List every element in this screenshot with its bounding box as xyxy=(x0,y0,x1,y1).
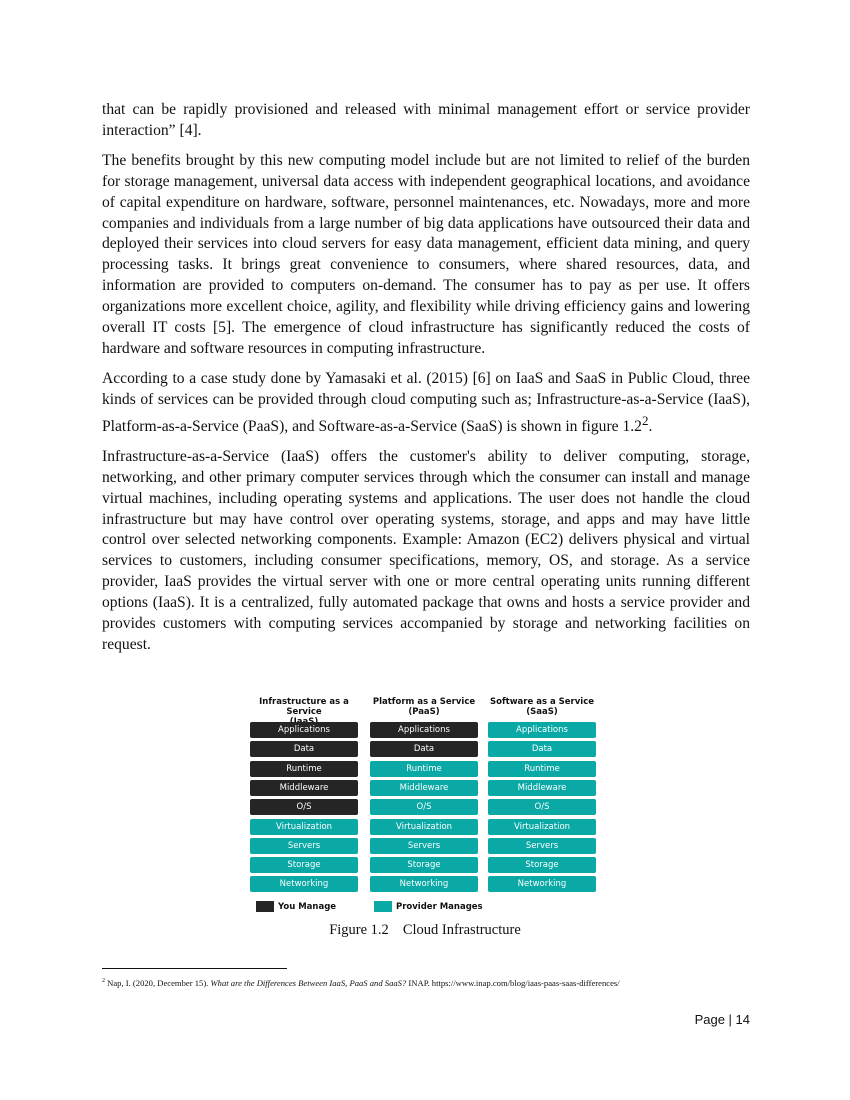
footnote-mark: 2 xyxy=(102,978,105,985)
layer-runtime: Runtime xyxy=(370,761,478,777)
layer-storage: Storage xyxy=(370,857,478,873)
footnote xyxy=(102,978,750,988)
layer-o-s: O/S xyxy=(250,799,358,815)
figure-caption xyxy=(0,922,850,939)
paragraph-2: The benefits brought by this new computing model include but are not limited to relief of the burden for storage management, universal data access with independent geographical locations, and avoidance of capital expenditure on hardware, software, personnel maintenances, etc. Nowadays, more and more companies and individuals from a large number of big data applications have outsourced their data and deployed their services into cloud servers for easy data management, efficient data mining, and query processing tasks. It brings great convenience to consumers, where shared resources, data, and information are provided to computers on-demand. The consumer has to pay as per use. It offers organizations more excellent choice, agility, and flexibility while driving efficiency gains and lowering overall IT costs [5]. The emergence of cloud infrastructure has significantly reduced the costs of hardware and software resources in computing infrastructure. xyxy=(102,151,750,357)
saas-header xyxy=(488,697,596,719)
legend-provider-label: Provider Manages xyxy=(396,902,483,912)
layer-runtime: Runtime xyxy=(488,761,596,777)
iaas-column xyxy=(250,697,358,890)
layer-virtualization: Virtualization xyxy=(488,819,596,835)
footnote-ref[interactable]: 2 xyxy=(641,412,649,428)
legend-provider-manages xyxy=(374,901,483,912)
saas-subtitle: (SaaS) xyxy=(526,707,558,717)
body-text xyxy=(102,100,750,665)
layer-middleware: Middleware xyxy=(250,780,358,796)
layer-data: Data xyxy=(370,741,478,757)
paas-title: Platform as a Service xyxy=(372,697,476,707)
layer-runtime: Runtime xyxy=(250,761,358,777)
layer-servers: Servers xyxy=(250,838,358,854)
paragraph-3-text: According to a case study done by Yamasaki et al. (2015) [6] on IaaS and SaaS in Public Cloud, three kinds of services can be provided through cloud computing such as; Infrastructure-as-a-Service (IaaS), Platform-as-a-Service (PaaS), and Software-as-a-Service (SaaS) is shown in figure 1.2 xyxy=(102,369,750,435)
legend-you-manage xyxy=(256,901,336,912)
layer-middleware: Middleware xyxy=(488,780,596,796)
paas-subtitle: (PaaS) xyxy=(408,707,440,717)
layer-o-s: O/S xyxy=(488,799,596,815)
legend-you-label: You Manage xyxy=(278,902,337,912)
iaas-title: Infrastructure as a Service xyxy=(259,697,349,717)
paragraph-4: Infrastructure-as-a-Service (IaaS) offers the customer's ability to deliver computing, storage, networking, and other primary computer services through which the consumer can install and manage virtual machines, including operating systems and applications. The user does not handle the cloud infrastructure but may have control over operating systems, storage, and apps and may have little control over selected networking components. Example: Amazon (EC2) delivers physical and virtual services to customers, including consumer specifications, memory, OS, and storage. As a service provider, IaaS provides the virtual server with one or more central operating units running different options (IaaS). It is a centralized, fully automated package that owns and hosts a service provider and provides customers with computing services accompanied by storage and networking facilities on request. xyxy=(102,447,750,653)
footnote-title: What are the Differences Between IaaS, PaaS and SaaS? xyxy=(210,978,407,988)
legend-you-swatch xyxy=(256,901,274,912)
paragraph-3-end: . xyxy=(648,417,653,435)
footnote-rule xyxy=(102,968,287,969)
page-number: Page | 14 xyxy=(694,1012,750,1027)
iaas-header xyxy=(250,697,358,719)
layer-middleware: Middleware xyxy=(370,780,478,796)
paas-header xyxy=(370,697,478,719)
layer-servers: Servers xyxy=(370,838,478,854)
saas-column xyxy=(488,697,596,890)
layer-virtualization: Virtualization xyxy=(370,819,478,835)
layer-storage: Storage xyxy=(250,857,358,873)
layer-storage: Storage xyxy=(488,857,596,873)
paas-column xyxy=(370,697,478,890)
layer-o-s: O/S xyxy=(370,799,478,815)
layer-servers: Servers xyxy=(488,838,596,854)
layer-virtualization: Virtualization xyxy=(250,819,358,835)
layer-applications: Applications xyxy=(250,722,358,738)
paragraph-1: that can be rapidly provisioned and released with minimal management effort or service provider interaction” [4]. xyxy=(102,101,750,139)
layer-applications: Applications xyxy=(370,722,478,738)
layer-networking: Networking xyxy=(370,876,478,892)
footnote-rest[interactable]: INAP. https://www.inap.com/blog/iaas-paas-saas-differences/ xyxy=(406,978,620,988)
layer-data: Data xyxy=(488,741,596,757)
layer-networking: Networking xyxy=(488,876,596,892)
footnote-authors: Nap, I. (2020, December 15). xyxy=(107,978,211,988)
layer-networking: Networking xyxy=(250,876,358,892)
saas-title: Software as a Service xyxy=(489,697,594,707)
caption-title: Cloud Infrastructure xyxy=(402,922,521,938)
layer-applications: Applications xyxy=(488,722,596,738)
cloud-infrastructure-figure xyxy=(250,697,602,917)
layer-data: Data xyxy=(250,741,358,757)
paragraph-3 xyxy=(102,369,750,438)
legend-provider-swatch xyxy=(374,901,392,912)
caption-label: Figure 1.2 xyxy=(329,922,389,938)
